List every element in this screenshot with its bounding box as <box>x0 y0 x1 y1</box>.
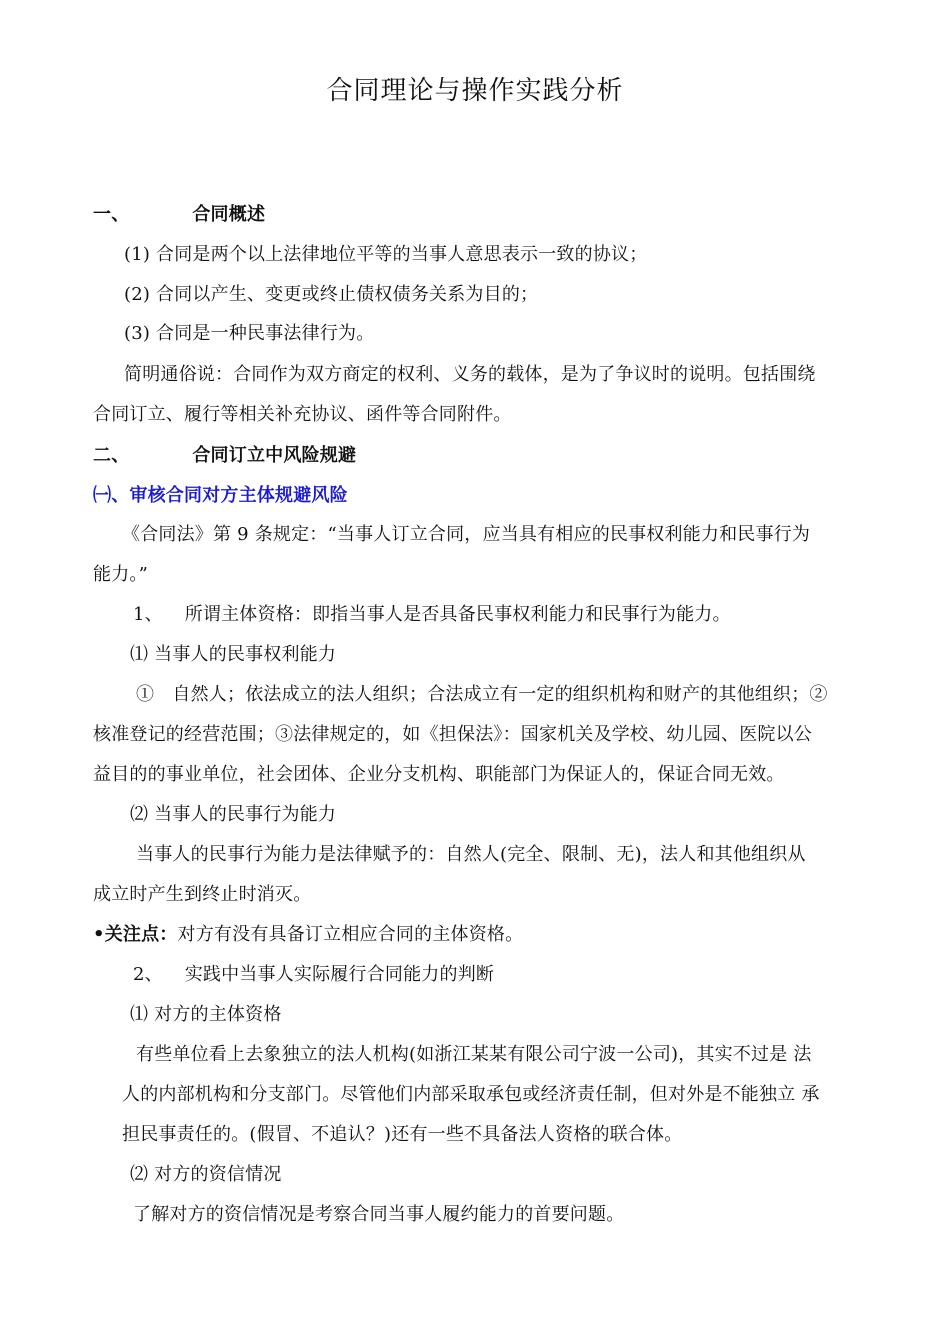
point1-sub2-line1: 当事人的民事行为能力是法律赋予的：自然人(完全、限制、无)，法人和其他组织从 <box>136 844 806 865</box>
point2-text: 实践中当事人实际履行合同能力的判断 <box>184 964 495 985</box>
section2-subheading-1: ㈠、审核合同对方主体规避风险 <box>93 485 348 506</box>
point1-sub1-heading: ⑴ 当事人的民事权利能力 <box>130 644 337 665</box>
point2-sub2-line1: 了解对方的资信情况是考察合同当事人履约能力的首要问题。 <box>133 1204 625 1225</box>
point2-sub2-heading: ⑵ 对方的资信情况 <box>130 1164 282 1185</box>
law-quote-line2: 能力。” <box>93 564 149 585</box>
section1-item-1: (1) 合同是两个以上法律地位平等的当事人意思表示一致的协议； <box>124 244 648 265</box>
attention-label: •关注点： <box>93 924 178 945</box>
section2-heading-line <box>93 444 356 468</box>
point2-sub1-heading: ⑴ 对方的主体资格 <box>130 1004 282 1025</box>
document-title: 合同理论与操作实践分析 <box>326 76 624 106</box>
point2-sub1-line1: 有些单位看上去象独立的法人机构(如浙江某某有限公司宁波一公司)，其实不过是 法 <box>136 1044 812 1065</box>
section1-summary-line1: 简明通俗说：合同作为双方商定的权利、义务的载体，是为了争议时的说明。包括围绕 <box>124 364 816 385</box>
section2-heading: 合同订立中风险规避 <box>192 445 357 466</box>
point2-line <box>133 963 494 987</box>
law-quote-line1: 《合同法》第 9 条规定：“当事人订立合同，应当具有相应的民事权利能力和民事行为 <box>122 524 811 545</box>
point1-sub1-line2: 核准登记的经营范围；③法律规定的，如《担保法》：国家机关及学校、幼儿园、医院以公 <box>93 724 812 745</box>
point2-number: 2、 <box>133 964 163 985</box>
section1-item-2: (2) 合同以产生、变更或终止债权债务关系为目的； <box>124 284 539 305</box>
point1-sub2-heading: ⑵ 当事人的民事行为能力 <box>130 804 337 825</box>
attention-line <box>93 923 523 947</box>
point2-sub1-line3: 担民事责任的。(假冒、不追认？)还有一些不具备法人资格的联合体。 <box>122 1124 683 1145</box>
section1-summary-line2: 合同订立、履行等相关补充协议、函件等合同附件。 <box>93 404 512 425</box>
section1-number: 一、 <box>93 204 130 225</box>
attention-text: 对方有没有具备订立相应合同的主体资格。 <box>177 924 524 945</box>
point2-sub1-line2: 人的内部机构和分支部门。尽管他们内部采取承包或经济责任制，但对外是不能独立 承 <box>122 1084 820 1105</box>
point1-sub2-line2: 成立时产生到终止时消灭。 <box>93 884 312 905</box>
section2-number: 二、 <box>93 445 130 466</box>
point1-sub1-line1: ① 自然人；依法成立的法人组织；合法成立有一定的组织机构和财产的其他组织；② <box>136 684 828 705</box>
point1-number: 1、 <box>133 604 163 625</box>
point1-text: 所谓主体资格：即指当事人是否具备民事权利能力和民事行为能力。 <box>184 604 731 625</box>
section1-item-3: (3) 合同是一种民事法律行为。 <box>124 323 375 344</box>
section1-heading: 合同概述 <box>192 204 266 225</box>
point1-line <box>133 603 731 627</box>
section1-heading-line <box>93 203 265 227</box>
point1-sub1-line3: 益目的的事业单位，社会团体、企业分支机构、职能部门为保证人的，保证合同无效。 <box>93 764 785 785</box>
